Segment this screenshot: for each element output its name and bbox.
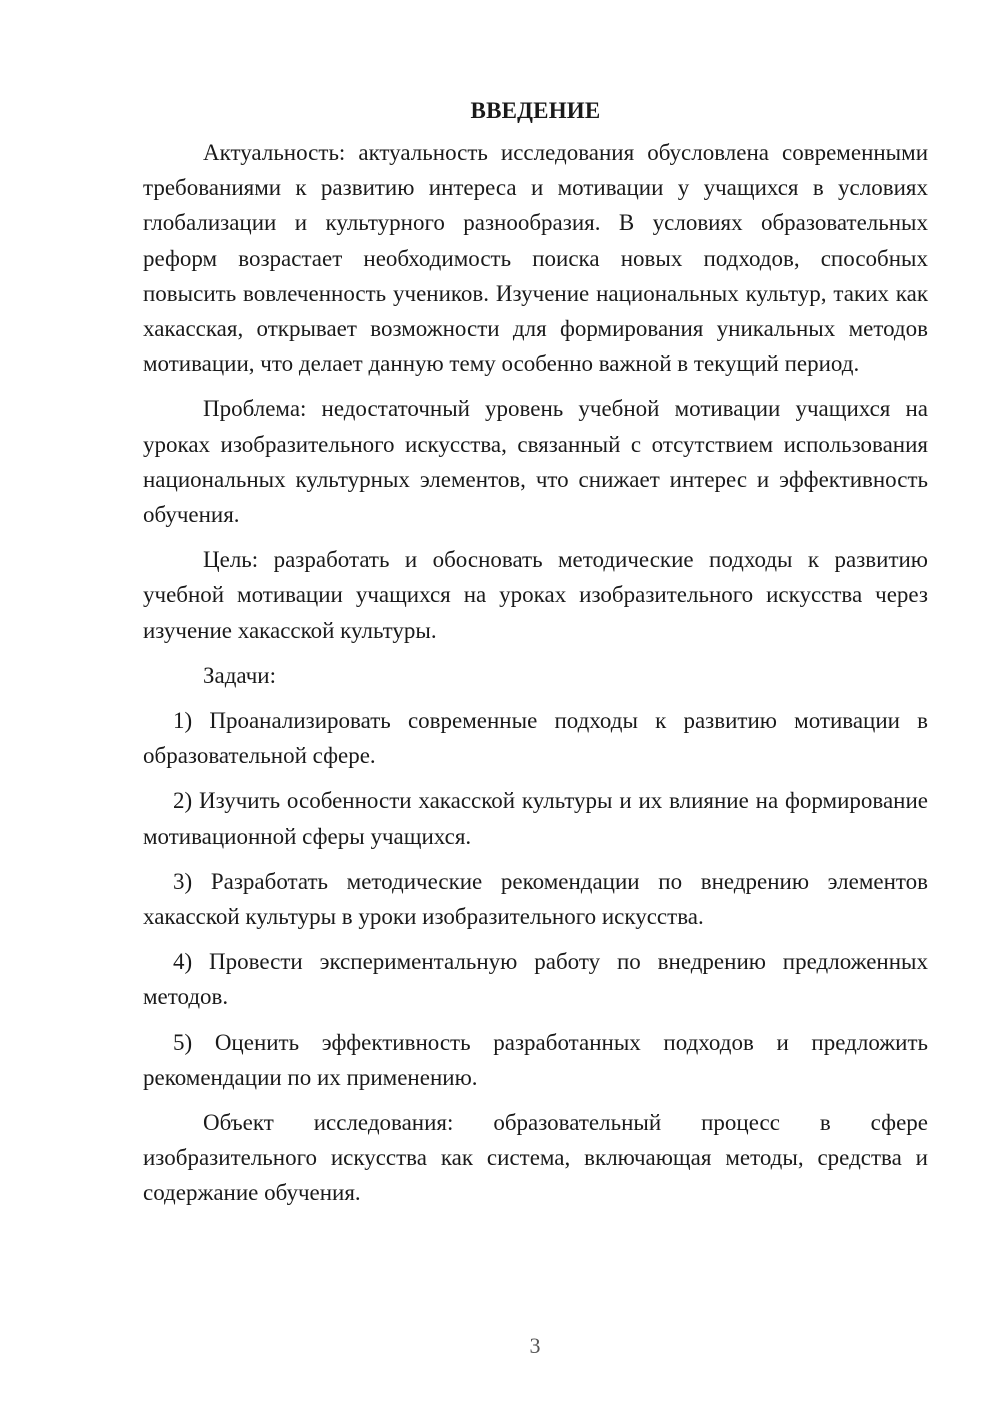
- page-number: 3: [529, 1333, 541, 1358]
- object-paragraph: Объект исследования: образовательный процесс в сфере изобразительного искусства как система, включающая методы, средства и содержание обучения.: [143, 1110, 928, 1206]
- task-item-5: 5) Оценить эффективность разработанных подходов и предложить рекомендации по их применению.: [143, 1029, 928, 1090]
- tasks-label: Задачи:: [203, 662, 276, 688]
- section-heading: ВВЕДЕНИЕ: [470, 98, 601, 123]
- goal-paragraph: Цель: разработать и обосновать методические подходы к развитию учебной мотивации учащихся на уроках изобразительного искусства через изучение хакасской культуры.: [143, 547, 928, 643]
- relevance-paragraph: Актуальность: актуальность исследования обусловлена современными требованиями к развитию интереса и мотивации у учащихся в условиях глобализации и культурного разнообразия. В условиях образовательных реформ возрастает необходимость поиска новых подходов, способных повысить вовлеченность учеников. Изучение национальных культур, таких как хакасская, открывает возможности для формирования уникальных методов мотивации, что делает данную тему особенно важной в текущий период.: [143, 140, 928, 377]
- task-item-3: 3) Разработать методические рекомендации по внедрению элементов хакасской культуры в уроки изобразительного искусства.: [143, 868, 928, 930]
- task-item-2: 2) Изучить особенности хакасской культуры и их влияние на формирование мотивационной сферы учащихся.: [143, 788, 928, 849]
- task-item-1: 1) Проанализировать современные подходы к развитию мотивации в образовательной сфере.: [143, 708, 928, 769]
- problem-paragraph: Проблема: недостаточный уровень учебной мотивации учащихся на уроках изобразительного искусства, связанный с отсутствием использования национальных культурных элементов, что снижает интерес и эффективность обучения.: [143, 396, 928, 528]
- page-content: [143, 92, 928, 1221]
- task-item-4: 4) Провести экспериментальную работу по внедрению предложенных методов.: [143, 949, 928, 1010]
